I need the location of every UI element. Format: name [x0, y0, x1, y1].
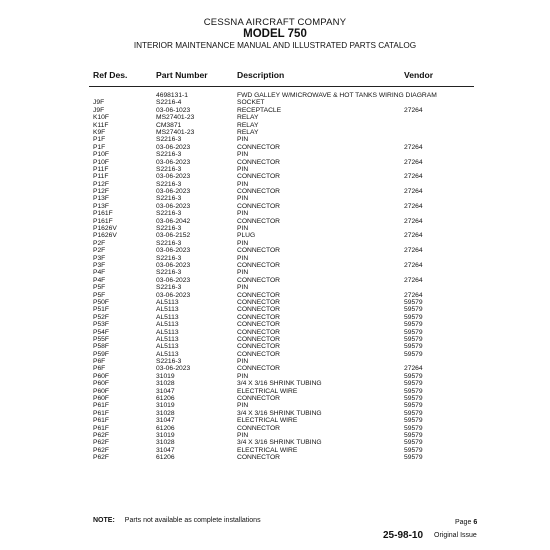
footer-note: [93, 517, 261, 524]
vendor-cell: 59579: [404, 409, 423, 417]
vendor-cell: 27264: [404, 143, 423, 151]
table-row: [0, 232, 550, 239]
ref-des-cell: P3F: [93, 254, 106, 262]
description-cell: CONNECTOR: [237, 143, 280, 151]
vendor-cell: 59579: [404, 395, 423, 403]
vendor-cell: 59579: [404, 298, 423, 306]
table-row: [0, 402, 550, 409]
description-cell: PIN: [237, 269, 249, 277]
ref-des-cell: P61F: [93, 409, 109, 417]
description-cell: CONNECTOR: [237, 343, 280, 351]
description-cell: 3/4 X 3/16 SHRINK TUBING: [237, 409, 322, 417]
vendor-cell: 59579: [404, 335, 423, 343]
table-row: [0, 410, 550, 417]
part-number-cell: 03-06-2152: [156, 232, 191, 240]
vendor-cell: 59579: [404, 350, 423, 358]
table-row: [0, 277, 550, 284]
part-number-cell: MS27401-23: [156, 128, 195, 136]
part-number-cell: 03-06-2023: [156, 365, 191, 373]
part-number-cell: 61206: [156, 395, 175, 403]
part-number-cell: 03-06-2023: [156, 188, 191, 196]
part-number-cell: 03-06-1023: [156, 106, 191, 114]
column-header-ref: Ref Des.: [93, 70, 128, 80]
table-row: [0, 329, 550, 336]
part-number-cell: 03-06-2023: [156, 291, 191, 299]
part-number-cell: S2216-3: [156, 195, 182, 203]
table-row: [0, 447, 550, 454]
part-number-cell: S2216-3: [156, 136, 182, 144]
description-cell: 3/4 X 3/16 SHRINK TUBING: [237, 439, 322, 447]
part-number-cell: 61206: [156, 454, 175, 462]
ref-des-cell: P5F: [93, 284, 106, 292]
vendor-cell: 59579: [404, 431, 423, 439]
ref-des-cell: K11F: [93, 121, 109, 129]
vendor-cell: 27264: [404, 261, 423, 269]
ref-des-cell: P60F: [93, 387, 109, 395]
part-number-cell: S2216-3: [156, 284, 182, 292]
vendor-cell: 27264: [404, 158, 423, 166]
table-row: [0, 395, 550, 402]
table-row: [0, 225, 550, 232]
table-row: [0, 247, 550, 254]
description-cell: ELECTRICAL WIRE: [237, 387, 298, 395]
manual-title: INTERIOR MAINTENANCE MANUAL AND ILLUSTRATED PARTS CATALOG: [133, 41, 417, 50]
description-cell: PLUG: [237, 232, 256, 240]
table-row: [0, 336, 550, 343]
vendor-cell: 27264: [404, 188, 423, 196]
description-cell: PIN: [237, 165, 249, 173]
table-row: [0, 306, 550, 313]
ref-des-cell: J9F: [93, 106, 105, 114]
vendor-cell: 27264: [404, 106, 423, 114]
description-cell: CONNECTOR: [237, 202, 280, 210]
column-header-vendor: Vendor: [404, 70, 434, 80]
part-number-cell: 03-06-2023: [156, 247, 191, 255]
column-headers: [0, 70, 550, 82]
description-cell: 3/4 X 3/16 SHRINK TUBING: [237, 380, 322, 388]
part-number-cell: S2216-3: [156, 151, 182, 159]
description-cell: CONNECTOR: [237, 217, 280, 225]
ref-des-cell: P12F: [93, 188, 109, 196]
part-number-cell: S2216-3: [156, 269, 182, 277]
ref-des-cell: P4F: [93, 269, 106, 277]
description-cell: PIN: [237, 151, 249, 159]
description-cell: CONNECTOR: [237, 321, 280, 329]
part-number-cell: 03-06-2023: [156, 143, 191, 151]
part-number-cell: AL5113: [156, 350, 179, 358]
description-cell: FWD GALLEY W/MICROWAVE & HOT TANKS WIRING DIAGRAM: [237, 92, 437, 99]
vendor-cell: 59579: [404, 439, 423, 447]
vendor-cell: 59579: [404, 306, 423, 314]
issue-label: Original Issue: [434, 532, 477, 539]
vendor-cell: 27264: [404, 217, 423, 225]
ref-des-cell: P62F: [93, 446, 109, 454]
table-row: [0, 351, 550, 358]
table-row: [0, 166, 550, 173]
header-divider: [89, 86, 474, 87]
part-number-cell: 31028: [156, 409, 175, 417]
table-row: [0, 159, 550, 166]
ref-des-cell: P51F: [93, 306, 109, 314]
table-row: [0, 432, 550, 439]
ref-des-cell: P62F: [93, 439, 109, 447]
table-row: [0, 136, 550, 143]
ref-des-cell: P53F: [93, 321, 109, 329]
table-row: [0, 314, 550, 321]
table-row: [0, 388, 550, 395]
column-header-part: Part Number: [156, 70, 208, 80]
ref-des-cell: P60F: [93, 380, 109, 388]
ref-des-cell: P11F: [93, 173, 109, 181]
description-cell: PIN: [237, 195, 249, 203]
table-row: [0, 210, 550, 217]
column-header-description: Description: [237, 70, 285, 80]
part-number-cell: MS27401-23: [156, 114, 195, 122]
table-row: [0, 417, 550, 424]
page-indicator: [455, 519, 477, 526]
part-number-cell: AL5113: [156, 343, 179, 351]
description-cell: PIN: [237, 180, 249, 188]
ref-des-cell: P1626V: [93, 232, 117, 240]
vendor-cell: 59579: [404, 424, 423, 432]
part-number-cell: 03-06-2023: [156, 202, 191, 210]
table-row: [0, 240, 550, 247]
vendor-cell: 59579: [404, 321, 423, 329]
description-cell: PIN: [237, 358, 249, 366]
description-cell: CONNECTOR: [237, 313, 280, 321]
table-row: [0, 262, 550, 269]
part-number-cell: 03-06-2023: [156, 276, 191, 284]
part-number-cell: S2216-3: [156, 210, 182, 218]
table-row: [0, 129, 550, 136]
part-number-cell: S2216-3: [156, 165, 182, 173]
table-row: [0, 269, 550, 276]
vendor-cell: 27264: [404, 276, 423, 284]
description-cell: RELAY: [237, 121, 259, 129]
ref-des-cell: P6F: [93, 358, 106, 366]
company-name: CESSNA AIRCRAFT COMPANY: [203, 17, 347, 28]
table-row: [0, 195, 550, 202]
part-number-cell: S2216-3: [156, 180, 182, 188]
table-row: [0, 188, 550, 195]
description-cell: SOCKET: [237, 99, 265, 107]
description-cell: CONNECTOR: [237, 306, 280, 314]
ref-des-cell: P2F: [93, 239, 106, 247]
ref-des-cell: P3F: [93, 261, 106, 269]
description-cell: CONNECTOR: [237, 424, 280, 432]
table-row: [0, 373, 550, 380]
table-row: [0, 292, 550, 299]
description-cell: PIN: [237, 239, 249, 247]
description-cell: CONNECTOR: [237, 335, 280, 343]
vendor-cell: 59579: [404, 313, 423, 321]
table-row: [0, 454, 550, 461]
table-row: [0, 181, 550, 188]
part-number-cell: 4698131-1: [156, 92, 188, 99]
description-cell: CONNECTOR: [237, 454, 280, 462]
vendor-cell: 59579: [404, 417, 423, 425]
ref-des-cell: P54F: [93, 328, 109, 336]
table-row: [0, 321, 550, 328]
part-number-cell: 61206: [156, 424, 175, 432]
table-row: [0, 284, 550, 291]
part-number-cell: 31019: [156, 431, 175, 439]
part-number-cell: CM3871: [156, 121, 182, 129]
ref-des-cell: J9F: [93, 99, 105, 107]
table-row: [0, 151, 550, 158]
table-row: [0, 439, 550, 446]
page-label: Page: [455, 519, 472, 526]
table-row: [0, 425, 550, 432]
table-row: [0, 99, 550, 106]
model-title: MODEL 750: [243, 28, 307, 40]
description-cell: PIN: [237, 402, 249, 410]
part-number-cell: 03-06-2023: [156, 158, 191, 166]
description-cell: CONNECTOR: [237, 291, 280, 299]
part-number-cell: S2216-4: [156, 99, 182, 107]
description-cell: CONNECTOR: [237, 350, 280, 358]
ref-des-cell: P6F: [93, 365, 106, 373]
description-cell: RELAY: [237, 114, 259, 122]
ref-des-cell: P10F: [93, 151, 109, 159]
part-number-cell: 31047: [156, 446, 175, 454]
vendor-cell: 59579: [404, 446, 423, 454]
description-cell: CONNECTOR: [237, 158, 280, 166]
vendor-cell: 59579: [404, 343, 423, 351]
ref-des-cell: P62F: [93, 454, 109, 462]
vendor-cell: 27264: [404, 173, 423, 181]
part-number-cell: S2216-3: [156, 358, 182, 366]
description-cell: PIN: [237, 372, 249, 380]
ref-des-cell: P161F: [93, 210, 113, 218]
ref-des-cell: P13F: [93, 195, 109, 203]
ref-des-cell: P161F: [93, 217, 113, 225]
description-cell: PIN: [237, 136, 249, 144]
ref-des-cell: P61F: [93, 417, 109, 425]
part-number-cell: 31019: [156, 372, 175, 380]
ref-des-cell: P61F: [93, 402, 109, 410]
part-number-cell: AL5113: [156, 321, 179, 329]
description-cell: PIN: [237, 284, 249, 292]
description-cell: CONNECTOR: [237, 261, 280, 269]
part-number-cell: 03-06-2023: [156, 173, 191, 181]
description-cell: CONNECTOR: [237, 298, 280, 306]
part-number-cell: S2216-3: [156, 254, 182, 262]
ref-des-cell: P50F: [93, 298, 109, 306]
vendor-cell: 27264: [404, 232, 423, 240]
table-row: [0, 92, 550, 99]
ref-des-cell: P60F: [93, 372, 109, 380]
ref-des-cell: P58F: [93, 343, 109, 351]
table-row: [0, 114, 550, 121]
vendor-cell: 59579: [404, 402, 423, 410]
description-cell: CONNECTOR: [237, 173, 280, 181]
description-cell: RELAY: [237, 128, 259, 136]
vendor-cell: 27264: [404, 202, 423, 210]
page-number: 6: [473, 519, 478, 526]
ref-des-cell: P1F: [93, 136, 106, 144]
vendor-cell: 27264: [404, 291, 423, 299]
description-cell: CONNECTOR: [237, 188, 280, 196]
parts-table: [0, 92, 550, 462]
ref-des-cell: P62F: [93, 431, 109, 439]
chapter-number: 25-98-10: [383, 530, 424, 541]
ref-des-cell: P1F: [93, 143, 106, 151]
ref-des-cell: K10F: [93, 114, 109, 122]
ref-des-cell: P2F: [93, 247, 106, 255]
description-cell: PIN: [237, 225, 249, 233]
table-row: [0, 365, 550, 372]
part-number-cell: AL5113: [156, 298, 179, 306]
description-cell: CONNECTOR: [237, 395, 280, 403]
table-row: [0, 173, 550, 180]
ref-des-cell: P55F: [93, 335, 109, 343]
part-number-cell: 31047: [156, 387, 175, 395]
part-number-cell: 03-06-2023: [156, 261, 191, 269]
vendor-cell: 59579: [404, 380, 423, 388]
part-number-cell: 03-06-2042: [156, 217, 191, 225]
ref-des-cell: P52F: [93, 313, 109, 321]
ref-des-cell: P13F: [93, 202, 109, 210]
description-cell: CONNECTOR: [237, 365, 280, 373]
table-row: [0, 203, 550, 210]
description-cell: RECEPTACLE: [237, 106, 282, 114]
description-cell: PIN: [237, 254, 249, 262]
table-row: [0, 343, 550, 350]
part-number-cell: S2216-3: [156, 225, 182, 233]
ref-des-cell: P10F: [93, 158, 109, 166]
note-label: NOTE:: [93, 517, 115, 524]
ref-des-cell: P12F: [93, 180, 109, 188]
part-number-cell: 31028: [156, 380, 175, 388]
part-number-cell: 31047: [156, 417, 175, 425]
ref-des-cell: P1626V: [93, 225, 117, 233]
table-row: [0, 299, 550, 306]
vendor-cell: 59579: [404, 454, 423, 462]
part-number-cell: 31019: [156, 402, 175, 410]
ref-des-cell: K9F: [93, 128, 106, 136]
ref-des-cell: P5F: [93, 291, 106, 299]
description-cell: ELECTRICAL WIRE: [237, 446, 298, 454]
vendor-cell: 59579: [404, 328, 423, 336]
vendor-cell: 59579: [404, 372, 423, 380]
vendor-cell: 27264: [404, 365, 423, 373]
ref-des-cell: P59F: [93, 350, 109, 358]
description-cell: PIN: [237, 431, 249, 439]
note-text: Parts not available as complete installations: [124, 517, 261, 524]
table-row: [0, 122, 550, 129]
part-number-cell: AL5113: [156, 306, 179, 314]
vendor-cell: 27264: [404, 247, 423, 255]
ref-des-cell: P4F: [93, 276, 106, 284]
part-number-cell: S2216-3: [156, 239, 182, 247]
ref-des-cell: P60F: [93, 395, 109, 403]
description-cell: CONNECTOR: [237, 247, 280, 255]
part-number-cell: 31028: [156, 439, 175, 447]
part-number-cell: AL5113: [156, 313, 179, 321]
table-row: [0, 358, 550, 365]
description-cell: CONNECTOR: [237, 276, 280, 284]
table-row: [0, 107, 550, 114]
vendor-cell: 59579: [404, 387, 423, 395]
part-number-cell: AL5113: [156, 328, 179, 336]
table-row: [0, 255, 550, 262]
table-row: [0, 218, 550, 225]
ref-des-cell: P61F: [93, 424, 109, 432]
part-number-cell: AL5113: [156, 335, 179, 343]
ref-des-cell: P11F: [93, 165, 109, 173]
description-cell: PIN: [237, 210, 249, 218]
description-cell: ELECTRICAL WIRE: [237, 417, 298, 425]
description-cell: CONNECTOR: [237, 328, 280, 336]
table-row: [0, 144, 550, 151]
table-row: [0, 380, 550, 387]
